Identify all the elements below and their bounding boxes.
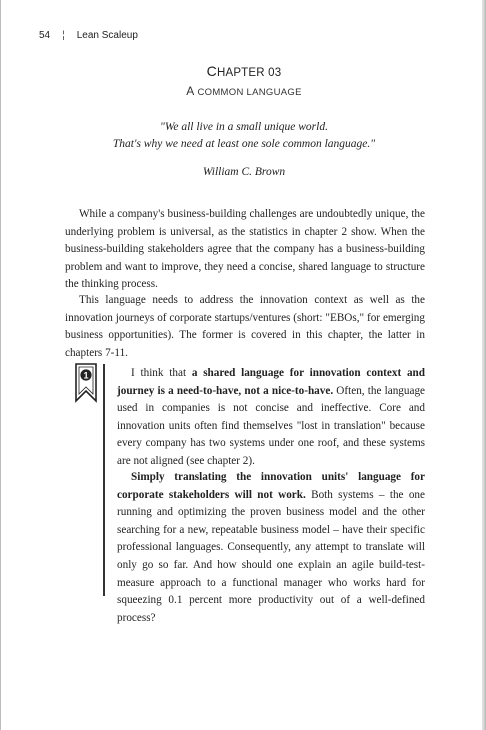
book-title: Lean Scaleup [76,30,138,41]
callout-rule [103,364,105,596]
epigraph-line-1: "We all live in a small unique world. [160,121,328,133]
chapter-subtitle: A COMMON LANGUAGE [186,84,302,98]
callout-paragraph-1: I think that a shared language for innovation context and journey is a need-to-have, not a nice-to-have. Often, the language used in companies is not concise and ineffective. Core and innovation units often find themselves "lost in translation" because every company has two systems under one roof, and these systems are not aligned (see chapter 2). [117,367,425,467]
chapter-title: CHAPTER 03 [206,63,282,79]
header-separator: ¦ [62,30,65,41]
running-head [39,30,138,41]
body-paragraph-1: While a company's business-building challenges are undoubtedly unique, the underlying problem is universal, as the statistics in chapter 2 show. When the business-building stakeholders agree that the company has a business-building problem and want to improve, they need a concise, shared language to structure the thinking process. [65,208,425,291]
epigraph-quote [1,119,486,153]
epigraph-author: William C. Brown [202,166,286,178]
callout-number: 1 [83,370,89,381]
callout-paragraph-2: Simply translating the innovation units' language for corporate stakeholders will not work. Both systems – the one running and optimizing the proven business model and the other searching for a new, repeatable business model – have their specific professional languages. Consequently, any attempt to translate will only go so far. And how should one explain an agile build-test-measure approach to a functional manager who works hard for squeezing 0.1 percent more productivity out of a well-defined process? [117,471,425,624]
epigraph-line-2: That's why we need at least one sole common language." [112,138,376,150]
bookmark-number-icon [75,363,97,403]
body-paragraph-2: This language needs to address the innovation context as well as the innovation journeys of corporate startups/ventures (short: "EBOs," for emerging business opportunities). The former is covered in this chapter, the latter in chapters 7-11. [65,294,425,359]
chapter-heading [1,62,486,98]
page-number: 54 [39,30,51,41]
